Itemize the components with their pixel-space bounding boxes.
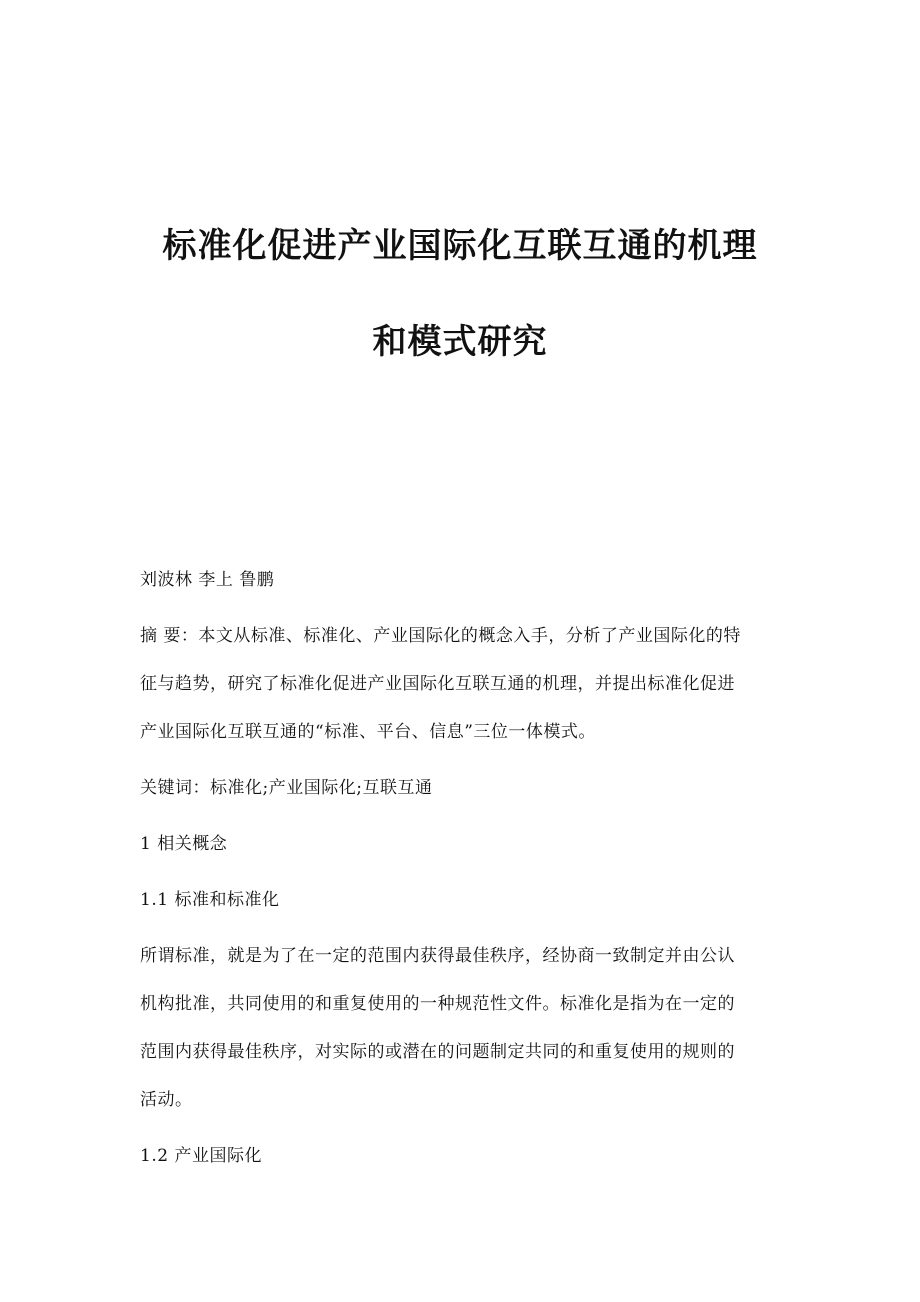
section-1-1-body-line-1: 所谓标准，就是为了在一定的范围内获得最佳秩序，经协商一致制定并由公认 bbox=[140, 946, 735, 966]
section-1-2-heading: 1.2 产业国际化 bbox=[140, 1146, 262, 1166]
abstract-line-2: 征与趋势，研究了标准化促进产业国际化互联互通的机理，并提出标准化促进 bbox=[140, 674, 735, 694]
keywords: 关键词：标准化;产业国际化;互联互通 bbox=[140, 778, 433, 798]
abstract-line-1: 摘 要：本文从标准、标准化、产业国际化的概念入手，分析了产业国际化的特 bbox=[140, 626, 741, 646]
section-1-1-body-line-3: 范围内获得最佳秩序，对实际的或潜在的问题制定共同的和重复使用的规则的 bbox=[140, 1042, 735, 1062]
section-1-1-heading: 1.1 标准和标准化 bbox=[140, 890, 280, 910]
paper-title-line-2: 和模式研究 bbox=[372, 322, 548, 362]
abstract-line-3: 产业国际化互联互通的“标准、平台、信息”三位一体模式。 bbox=[140, 722, 596, 742]
section-1-1-body-line-4: 活动。 bbox=[140, 1090, 193, 1110]
paper-title-line-1: 标准化促进产业国际化互联互通的机理 bbox=[162, 226, 758, 266]
authors: 刘波林 李上 鲁鹏 bbox=[140, 570, 275, 590]
section-1-1-body-line-2: 机构批准，共同使用的和重复使用的一种规范性文件。标准化是指为在一定的 bbox=[140, 994, 735, 1014]
section-1-heading: 1 相关概念 bbox=[140, 834, 228, 854]
